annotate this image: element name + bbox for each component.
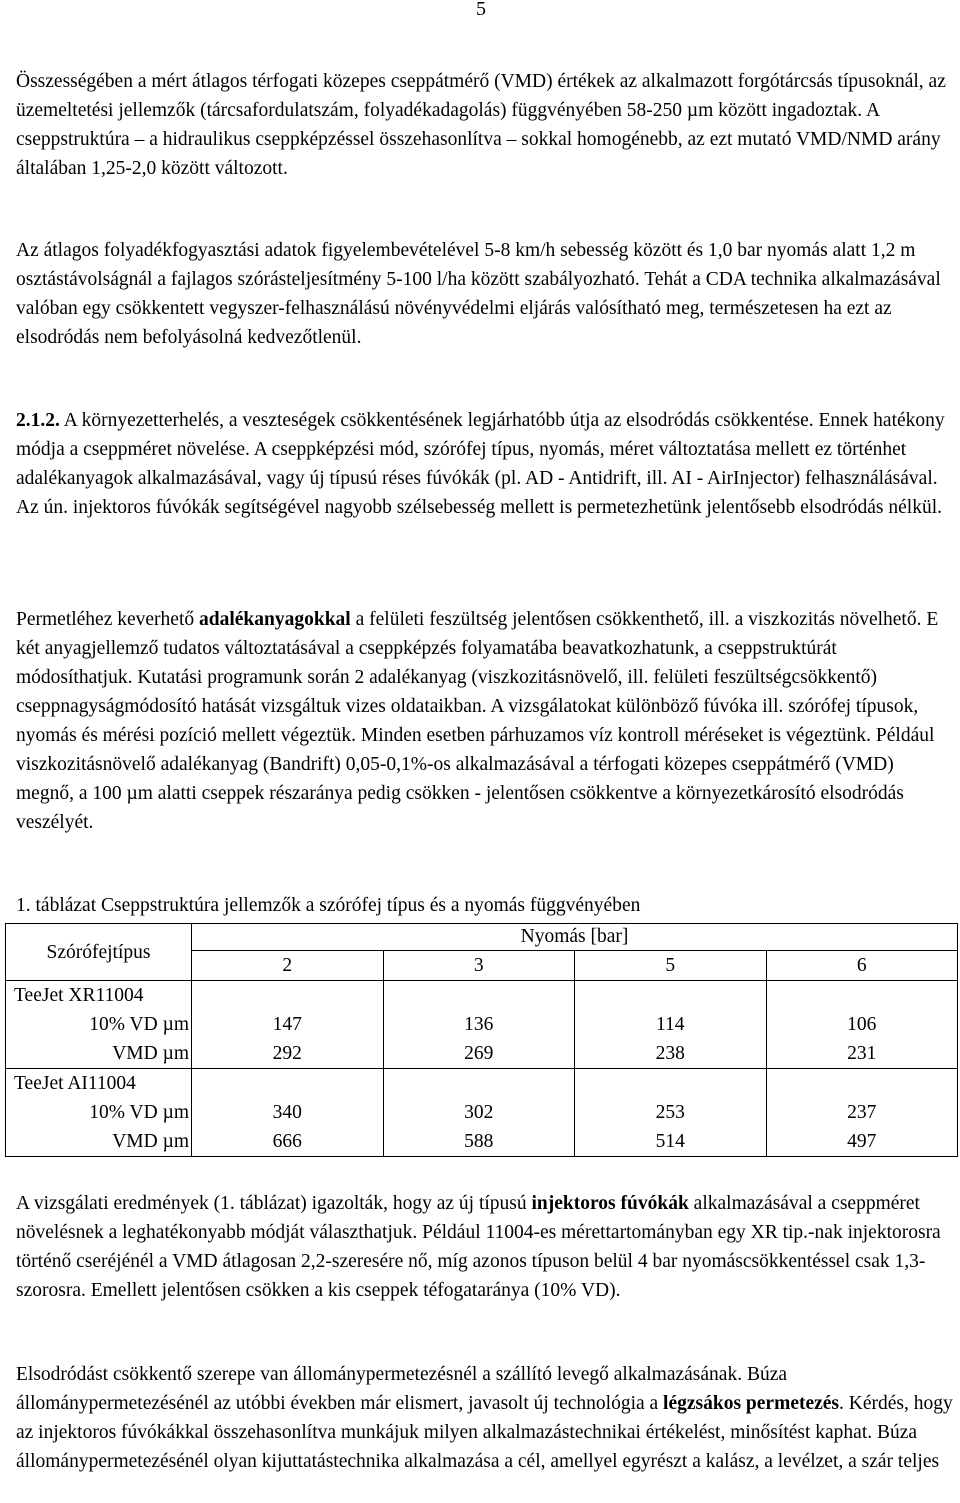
cell-value: 292 (272, 1043, 302, 1064)
nozzle-name: TeeJet XR11004 (14, 985, 144, 1006)
table-cell (766, 981, 958, 1069)
metric-vmd: VMD µm (112, 1043, 189, 1064)
pressure-col-3: 3 (383, 951, 575, 981)
table-cell (383, 1069, 575, 1157)
table-header-row (6, 924, 958, 951)
text-run: Elsodródást csökkentő szerepe van állománypermetezésnél a szállító levegő alkalmazásának. Búza állománypermetezésénél az utóbbi években már elismert, javasolt új technológia a (16, 1364, 788, 1414)
cell-value: 666 (272, 1131, 302, 1152)
cell-value: 237 (847, 1102, 877, 1123)
bold-term-additives: adalékanyagokkal (199, 609, 351, 630)
cell-value: 302 (464, 1102, 494, 1123)
table-cell (192, 981, 384, 1069)
table-cell (192, 1069, 384, 1157)
paragraph-vmd-summary: Összességében a mért átlagos térfogati közepes cseppátmérő (VMD) értékek az alkalmazott forgótárcsás típusoknál, az üzemeltetési jellemzők (tárcsafordulatszám, folyadékadagolás) függvényében 58-250 µm között ingadoztak. A cseppstruktúra – a hidraulikus cseppképzéssel összehasonlítva – sokkal homogénebb, az ezt mutató VMD/NMD arány általában 1,25-2,0 között változott. (16, 71, 946, 179)
section-number: 2.1.2. (16, 410, 60, 431)
pressure-col-5: 5 (575, 951, 767, 981)
paragraph-additives (16, 605, 956, 837)
row-label-ai (6, 1069, 192, 1157)
cell-value: 514 (655, 1131, 685, 1152)
header-pressure: Nyomás [bar] (192, 924, 958, 951)
cell-value: 231 (847, 1043, 877, 1064)
header-nozzle-type: Szórófejtípus (6, 924, 192, 981)
table-cell (383, 981, 575, 1069)
cell-value: 106 (847, 1014, 877, 1035)
row-label-xr (6, 981, 192, 1069)
cell-value: 238 (655, 1043, 685, 1064)
cell-value: 588 (464, 1131, 494, 1152)
cell-value: 497 (847, 1131, 877, 1152)
table-row (6, 981, 958, 1069)
paragraph-drift-reduction-text: A környezetterhelés, a veszteségek csökkentésének legjárhatóbb útja az elsodródás csökkentése. Ennek hatékony módja a cseppméret növelése. A cseppképzési mód, szórófej típus, nyomás, méret változtatása mellett ez történhet adalékanyagok alkalmazásával, vagy új típusú réses fúvókák (pl. AD - Antidrift, ill. AI - AirInjector) felhasználásával. Az ún. injektoros fúvókák segítségével nagyobb szélsebesség mellett is permetezhetünk jelentősebb elsodródás nélkül. (16, 410, 945, 518)
table-cell (575, 981, 767, 1069)
paragraph-cda-technique: Az átlagos folyadékfogyasztási adatok figyelembevételével 5-8 km/h sebesség között és 1,0 bar nyomás alatt 1,2 m osztástávolságnál a fajlagos szórásteljesítmény 5-100 l/ha között szabályozható. Tehát a CDA technika alkalmazásával valóban egy csökkentett vegyszer-felhasználású növényvédelmi eljárás valósítható meg, természetesen ha ezt az elsodródás nem befolyásolná kedvezőtlenül. (16, 240, 941, 348)
pressure-col-2: 2 (192, 951, 384, 981)
metric-vmd: VMD µm (112, 1131, 189, 1152)
text-run: alkalmazásával a cseppméret növelésnek a leghatékonyabb módját választhatjuk. Például 11004-es mérettartományban egy XR tip.-nak injektorosra történő cseréjénél a VMD átlagosan 2,2-szeresére nő, míg azonos típuson belül 4 bar nyomáscsökkentéssel csak 1,3-szorosra. Emellett jelentősen csökken a kis cseppek téfogataránya (10% VD). (16, 1193, 941, 1301)
cell-value: 147 (272, 1014, 302, 1035)
table-row (6, 1069, 958, 1157)
metric-vd10: 10% VD µm (89, 1014, 189, 1035)
cell-value: 253 (655, 1102, 685, 1123)
pressure-col-6: 6 (766, 951, 958, 981)
paragraph-injector-results (16, 1189, 956, 1305)
paragraph-drift-reduction (16, 406, 956, 522)
table-cell (766, 1069, 958, 1157)
page-number: 5 (476, 0, 486, 20)
droplet-structure-table (5, 923, 958, 1157)
text-run: Permetléhez keverhető (16, 609, 199, 630)
metric-vd10: 10% VD µm (89, 1102, 189, 1123)
bold-term-air-assisted-spraying: légzsákos permetezés (663, 1393, 840, 1414)
bold-term-injector-nozzles: injektoros fúvókák (531, 1193, 689, 1214)
cell-value: 136 (464, 1014, 494, 1035)
cell-value: 340 (272, 1102, 302, 1123)
cell-value: 269 (464, 1043, 494, 1064)
text-run: A vizsgálati eredmények (1. táblázat) igazolták, hogy az új típusú (16, 1193, 532, 1214)
nozzle-name: TeeJet AI11004 (14, 1073, 136, 1094)
table-cell (575, 1069, 767, 1157)
text-run: a felületi feszültség jelentősen csökkenthető, ill. a viszkozitás növelhető. E két anyagjellemző tudatos változtatásával a cseppképzés folyamatába beavatkozhatunk, a cseppstruktúrát módosíthatjuk. Kutatási programunk során 2 adalékanyag (viszkozitásnövelő, ill. felületi feszültségcsökkentő) cseppnagyságmódosító hatását vizsgáltuk vizes oldataikban. A vizsgálatokat különböző fúvóka ill. szórófej típusok, nyomás és mérési pozíció mellett végeztük. Minden esetben párhuzamos víz kontroll méréseket is végeztünk. Például viszkozitásnövelő adalékanyag (Bandrift) 0,05-0,1%-os alkalmazásával a térfogati közepes cseppátmérő (VMD) megnő, a 100 µm alatti cseppek részaránya pedig csökken - jelentősen csökkentve a környezetkárosító elsodródás veszélyét. (16, 609, 939, 833)
cell-value: 114 (655, 1014, 685, 1035)
paragraph-air-assist (16, 1360, 956, 1476)
table-caption: 1. táblázat Cseppstruktúra jellemzők a szórófej típus és a nyomás függvényében (16, 895, 641, 916)
text-run: . Kérdés, hogy az injektoros fúvókákkal összehasonlítva munkájuk milyen alkalmazástechnikai értékelést, minősítést kaphat. Búza állománypermetezésénél olyan kijuttatástechnika alkalmazása a cél, amellyel egyrészt a kalász, a levélzet, a szár teljes (16, 1393, 953, 1472)
